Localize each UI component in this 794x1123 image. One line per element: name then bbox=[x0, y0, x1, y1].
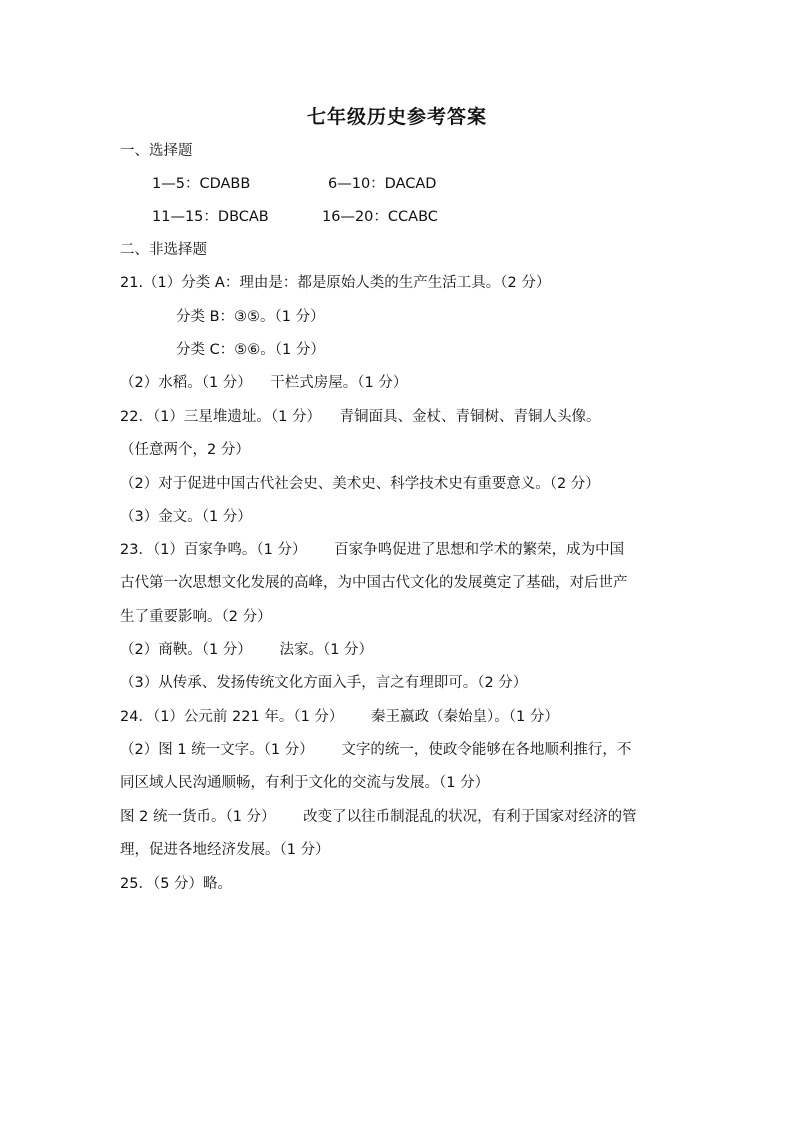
q22-line: 22．（1）三星堆遗址。（1 分） 青铜面具、金杖、青铜树、青铜人头像。 bbox=[120, 409, 601, 425]
q22-line: （2）对于促进中国古代社会史、美术史、科学技术史有重要意义。（2 分） bbox=[120, 476, 600, 492]
answer-row-1-5: 1—5：CDABB bbox=[152, 176, 251, 192]
q23-line: （2）商鞅。（1 分） 法家。（1 分） bbox=[120, 642, 374, 658]
q21-line: 分类 B：③⑤。（1 分） bbox=[176, 309, 325, 325]
q23-line: 23．（1）百家争鸣。（1 分） 百家争鸣促进了思想和学术的繁荣，成为中国 bbox=[120, 542, 625, 558]
q24-line: （2）图 1 统一文字。（1 分） 文字的统一，使政令能够在各地顺利推行，不 bbox=[120, 742, 632, 758]
q24-line: 理，促进各地经济发展。（1 分） bbox=[120, 842, 330, 858]
q21-line: 21.（1）分类 A：理由是：都是原始人类的生产生活工具。（2 分） bbox=[120, 275, 551, 291]
page-title: 七年级历史参考答案 bbox=[306, 106, 487, 128]
section-heading-nonchoice: 二、非选择题 bbox=[120, 242, 207, 258]
q24-line: 24．（1）公元前 221 年。（1 分） 秦王嬴政（秦始皇）。（1 分） bbox=[120, 709, 559, 725]
q23-line: 生了重要影响。（2 分） bbox=[120, 609, 272, 625]
q23-line: 古代第一次思想文化发展的高峰，为中国古代文化的发展奠定了基础，对后世产 bbox=[120, 575, 628, 591]
q22-line: （3）金文。（1 分） bbox=[120, 509, 252, 525]
q24-line: 图 2 统一货币。（1 分） 改变了以往币制混乱的状况，有利于国家对经济的管 bbox=[120, 809, 637, 825]
q25-line: 25．（5 分）略。 bbox=[120, 876, 233, 892]
q24-line: 同区域人民沟通顺畅，有利于文化的交流与发展。（1 分） bbox=[120, 775, 490, 791]
answer-row-16-20: 16—20：CCABC bbox=[322, 209, 438, 225]
answer-row-6-10: 6—10：DACAD bbox=[328, 176, 437, 192]
section-heading-choice: 一、选择题 bbox=[120, 143, 193, 159]
answer-row-11-15: 11—15：DBCAB bbox=[152, 209, 269, 225]
q22-line: （任意两个，2 分） bbox=[120, 442, 250, 458]
q21-line: （2）水稻。（1 分） 干栏式房屋。（1 分） bbox=[120, 375, 408, 391]
q21-line: 分类 C：⑤⑥。（1 分） bbox=[176, 342, 325, 358]
q23-line: （3）从传承、发扬传统文化方面入手，言之有理即可。（2 分） bbox=[120, 675, 528, 691]
